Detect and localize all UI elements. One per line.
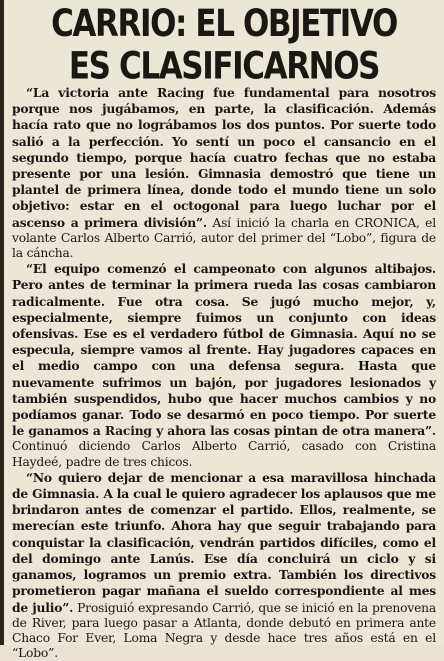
- article-paragraph-1: [12, 85, 436, 261]
- headline-line-1: CARRIO: EL OBJETIVO: [51, 1, 397, 46]
- article-paragraph-2: [12, 261, 436, 470]
- headline-line-2: ES CLASIFICARNOS: [68, 44, 380, 89]
- paragraph-2-quote: “El equipo comenzó el campeonato con algunos altibajos. Pero antes de terminar la primera rueda las cosas cambiaron radicalmente. Fue otra cosa. Se jugó mucho mejor, y, especialmente, siempre fuimos un conjunto con ideas ofensivas. Ese es el verdadero fútbol de Gimnasia. Aquí no se especula, siempre vamos al frente. Hay jugadores capaces en el medio campo con una defensa segura. Hasta que nuevamente sufrimos un bajón, por jugadores lesionados y también suspendidos, hubo que hacer muchos cambios y no podíamos ganar. Todo se desarmó en poco tiempo. Por suerte le ganamos a Racing y ahora las cosas pintan de otra manera”.: [12, 261, 436, 439]
- paragraph-1-quote: “La victoria ante Racing fue fundamental para nosotros porque nos jugábamos, en parte, la clasificación. Además hacía rato que no lográbamos los dos puntos. Por suerte todo salió a la perfección. Yo sentí un poco el cansancio en el segundo tiempo, porque hacía cuatro fechas que no estaba presente por una lesión. Gimnasia demostró que tiene un plantel de primera línea, donde todo el mundo tiene un solo objetivo: estar en el octogonal para luego luchar por el ascenso a primera división”.: [12, 85, 436, 230]
- article-body: [12, 85, 436, 661]
- paragraph-3-quote: “No quiero dejar de mencionar a esa maravillosa hinchada de Gimnasia. A la cual le quiero agradecer los aplausos que me brindaron antes de comenzar el partido. Ellos, realmente, se merecían este triunfo. Ahora hay que seguir trabajando para conquistar la clasificación, vendrán partidos difíciles, como el del domingo ante Lanús. Ese día concluirá un ciclo y si ganamos, logramos un premio extra. También los directivos prometieron pagar mañana el sueldo correspondiente al mes de julio”.: [12, 469, 436, 615]
- paragraph-1-narration: Así inició la charla en CRONICA, el volante Carlos Alberto Carrió, autor del primer del “Lobo”, figura de la cáncha.: [12, 215, 436, 261]
- paragraph-3-narration: Prosiguió expresando Carrió, que se inició en la prenovena de River, para luego pasar a Atlanta, donde debutó en primera ante Chaco For Ever, Loma Negra y desde hace tres años está en el “Lobo”.: [12, 600, 436, 661]
- headline: [12, 3, 436, 88]
- paragraph-2-narration: Continuó diciendo Carlos Alberto Carrió, casado con Cristina Haydeé, padre de tres chicos.: [12, 439, 436, 469]
- article-paragraph-3: [12, 470, 436, 661]
